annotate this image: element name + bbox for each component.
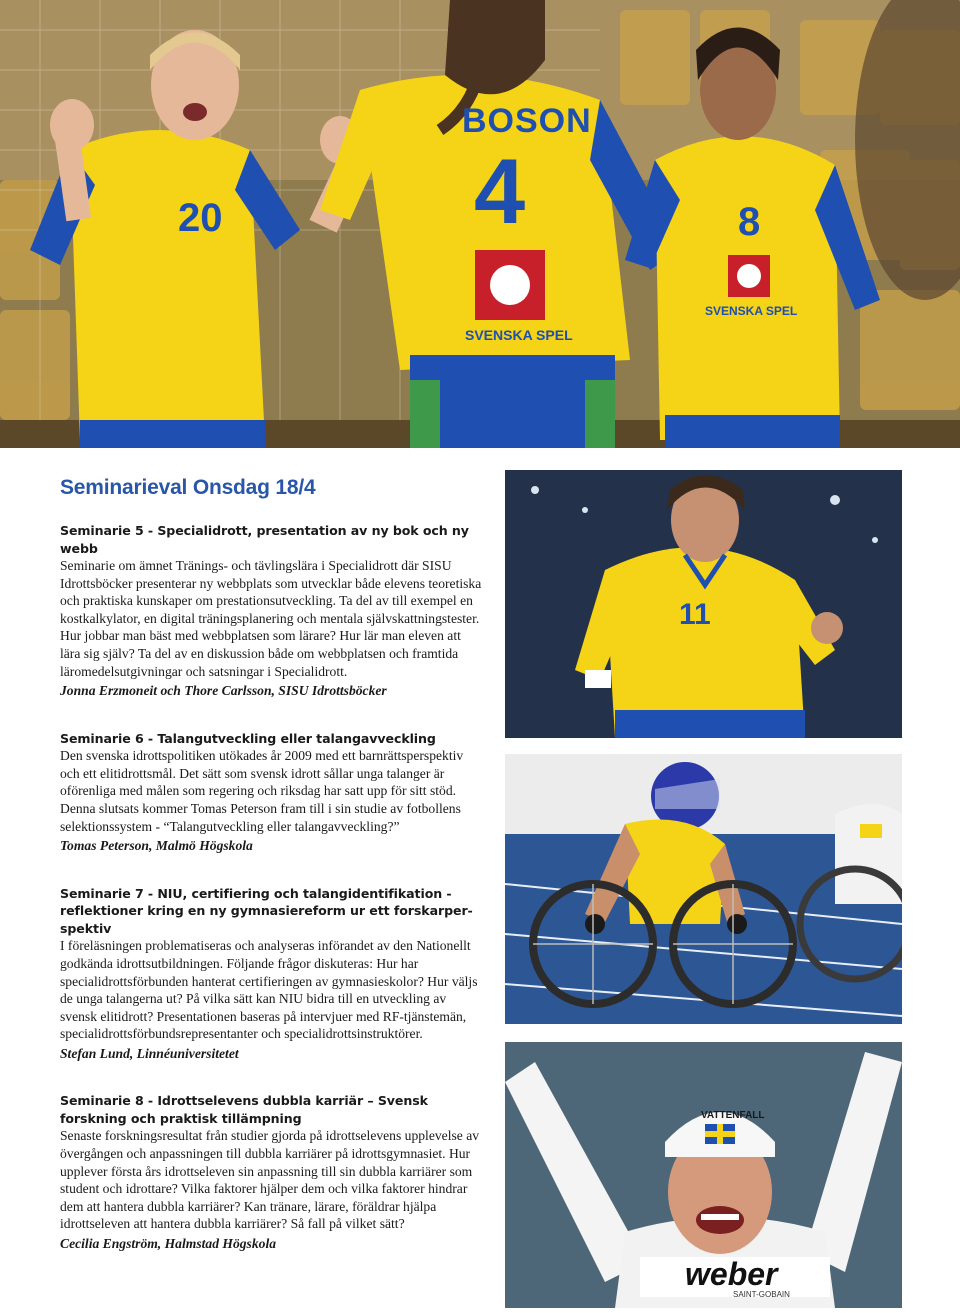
center-jersey-number: 4 — [474, 141, 526, 243]
right-jersey-number: 8 — [738, 200, 761, 244]
seminar-7 — [60, 885, 482, 1063]
seminar-body: Seminarie om ämnet Tränings- och tävlingslära i Specialidrott där SISU Idrottsböcker presenterar ny webbplats som utvecklar både elevens teoretiska och praktiska kunskaper om prestationsutveckling. Ta del av till exempel en kostkalkylator, en digital träningsplanering och mentala självskattningstester. Hur jobbar man bäst med webbplatsen som lärare? Hur lär man eleven att lära sig själv? Ta del av en diskussion både om webbplatsen och framtida läromedelsutgivningar och satsningar i Specialidrott. — [60, 558, 482, 679]
center-jersey-sponsor: SVENSKA SPEL — [465, 327, 573, 343]
seminar-body: I föreläsningen problematiseras och analyseras införandet av den Nationellt godkända idrottsutbildningen. Följande frågor diskuteras: Hur har specialidrottsförbunden hanterat certifieringen av gymnasieskolor? Hur väljs de unga talangerna ut? På vilka sätt kan NIU bidra till en utveckling av svensk elitidrott? Presentationen baseras på intervjuer med RF-tjänstemän, specialidrottsförbundsrepresentanter och specialidrottsinstruktörer. — [60, 938, 478, 1042]
seminar-title: Seminarie 6 - Talangutveckling eller talangavveckling — [60, 730, 436, 746]
left-jersey-number: 20 — [178, 196, 223, 240]
hero-photo-handball — [0, 0, 960, 448]
photo-wheelchair-racer — [505, 754, 902, 1024]
seminar-author: Cecilia Engström, Halmstad Högskola — [60, 1236, 277, 1252]
photo-skier — [505, 1042, 902, 1308]
page-heading: Seminarieval Onsdag 18/4 — [60, 476, 316, 499]
seminar-6 — [60, 730, 482, 855]
seminar-title: Seminarie 8 - Idrottselevens dubbla karriär – Svensk forskning och praktisk tillämpning — [60, 1093, 428, 1126]
seminar-8 — [60, 1092, 482, 1252]
skier-bib-text: weber — [685, 1256, 778, 1292]
skier-hat-text: VATTENFALL — [701, 1110, 765, 1121]
center-jersey-name: BOSON — [462, 102, 592, 140]
seminar-author: Stefan Lund, Linnéuniversitetet — [60, 1045, 239, 1061]
seminar-5 — [60, 522, 482, 700]
seminar-author: Tomas Peterson, Malmö Högskola — [60, 838, 253, 854]
football-jersey-number: 11 — [679, 598, 711, 631]
skier-bib-subtext: SAINT-GOBAIN — [733, 1290, 790, 1299]
seminar-title: Seminarie 5 - Specialidrott, presentation av ny bok och ny webb — [60, 523, 469, 556]
seminar-title: Seminarie 7 - NIU, certifiering och talangidentifikation - reflektioner kring en ny gymnasiereform ur ett forskarper-spektiv — [60, 885, 473, 936]
right-jersey-sponsor: SVENSKA SPEL — [705, 304, 798, 318]
seminar-body: Den svenska idrottspolitiken utökades år 2009 med ett barnrättsperspektiv och ett elitidrottsmål. Det sätt som svensk idrott sållar unga talanger är oförenliga med målen som regering och riksdag har satt upp för sitt stöd. Denna slutsats kommer Tomas Peterson fram till i sin studie av fotbollens selektionssystem - “Talangutveckling eller talangavveckling?” — [60, 748, 464, 834]
photo-football-player — [505, 470, 902, 738]
seminar-list — [60, 470, 482, 1283]
seminar-author: Jonna Erzmoneit och Thore Carlsson, SISU Idrottsböcker — [60, 683, 387, 699]
seminar-body: Senaste forskningsresultat från studier gjorda på idrottselevens upplevelse av övergången och anpassningen till dubbla karriärer på idrottsgymnasiet. Hur upplever första års idrottseleven sin anpassning till sin dubbla karriärer som student och idrottare? Vilka faktorer hjälper dem och vilka faktorer hindrar dem att hantera dubbla karriärer? Kan tränare, lärare, föräldrar hjälpa idrottseleven att hantera dubbla karriärer? Så fall på vilket sätt? — [60, 1128, 480, 1232]
